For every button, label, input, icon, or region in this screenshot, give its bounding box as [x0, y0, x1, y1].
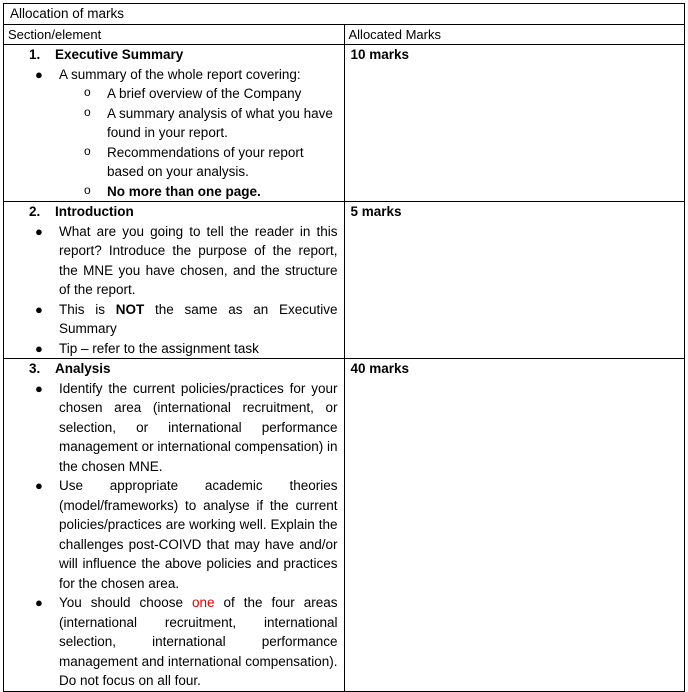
bullet-icon: ● [35, 380, 43, 396]
bullet-item: ● What are you going to tell the reader in this report? Introduce the purpose of the report, the MNE you have chosen, and the structure of the report. [35, 223, 338, 297]
bullet-icon: ● [35, 66, 43, 82]
circle-bullet-icon: o [84, 85, 91, 99]
section-cell [4, 45, 345, 202]
title-row [4, 4, 685, 25]
bullet-item: ● This is NOT the same as an Executive Summary [35, 301, 338, 336]
circle-bullet-icon: o [84, 182, 91, 197]
section-heading: 2. Introduction [29, 204, 134, 219]
section-cell [4, 202, 345, 359]
bullet-icon: ● [35, 595, 43, 610]
sub-bullet-item: o Recommendations of your report based on your analysis. [84, 143, 304, 179]
table-row-analysis [4, 359, 685, 692]
sub-bullet-item: o No more than one page. [84, 182, 261, 199]
circle-bullet-icon: o [84, 143, 91, 158]
bullet-icon: ● [35, 223, 43, 239]
bullet-item: ● Identify the current policies/practices for your chosen area (international recruitment, or selection, or international performance management or international compensation) in the chosen MNE. [35, 380, 338, 474]
bullet-icon: ● [35, 301, 43, 317]
table-row-introduction [4, 202, 685, 359]
sub-bullet-item: o A summary analysis of what you have found in your report. [84, 104, 333, 140]
circle-bullet-icon: o [84, 104, 91, 119]
header-marks: Allocated Marks [344, 24, 685, 45]
bullet-icon: ● [35, 478, 43, 493]
bullet-icon: ● [35, 340, 43, 356]
header-section: Section/element [4, 24, 345, 45]
marks-cell: 5 marks [344, 202, 685, 359]
section-heading: 1. Executive Summary [29, 47, 184, 62]
bullet-item: ● Use appropriate academic theories (model/frameworks) to analyse if the current policies/practices are working well. Explain the challenges post-COIVD that may have and/or will influence the above policies and practices for the chosen area. [35, 478, 338, 591]
section-heading: 3. Analysis [29, 361, 111, 376]
bullet-item: ● Tip – refer to the assignment task [8, 339, 344, 359]
bullet-item: ● You should choose one of the four areas (international recruitment, international selection, international performance management and international compensation). Do not focus on all four. [35, 595, 338, 688]
table-row-executive-summary [4, 45, 685, 202]
allocation-table [3, 3, 685, 692]
marks-cell: 10 marks [344, 45, 685, 202]
sub-bullet-item: o A brief overview of the Company [84, 85, 302, 101]
table-title: Allocation of marks [4, 4, 685, 25]
header-row [4, 24, 685, 45]
marks-cell: 40 marks [344, 359, 685, 692]
section-cell [4, 359, 345, 692]
bullet-item: ● A summary of the whole report covering: [8, 65, 344, 85]
